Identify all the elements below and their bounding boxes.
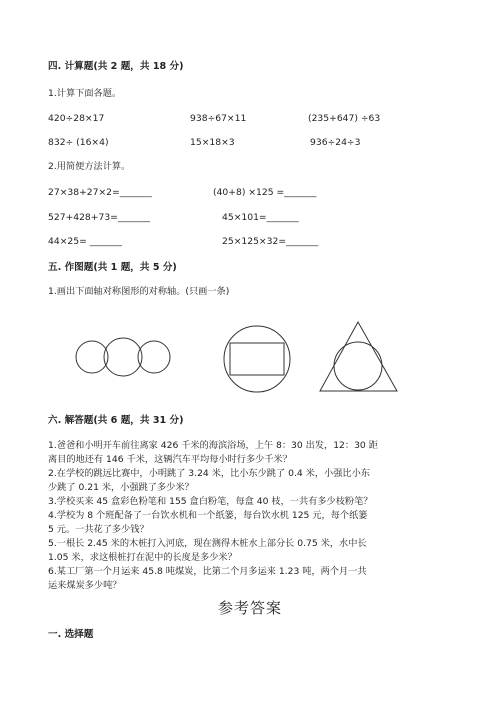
problem-line: 5.一根长 2.45 米的木桩打入河底，现在测得木桩水上部分长 0.75 米，水中长 bbox=[48, 538, 367, 549]
problem-line: 1.爸爸和小明开车前往离家 426 千米的海滨浴场，上午 8：30 出发，12：30 距 bbox=[48, 440, 378, 451]
simplify-item: 25×125×32=_______ bbox=[222, 236, 319, 247]
problem-line: 2.在学校的跳远比赛中，小明跳了 3.24 米，比小东少跳了 0.4 米，小强比小东 bbox=[48, 468, 370, 479]
simplify-item: 27×38+27×2=_______ bbox=[48, 187, 152, 198]
simplify-item: (40+8) ×125 =_______ bbox=[213, 187, 317, 198]
q1-prompt: 1.计算下面各题。 bbox=[48, 88, 122, 99]
section-5-heading: 五. 作图题(共 1 题，共 5 分) bbox=[48, 262, 177, 273]
simplify-item: 527+428+73=_______ bbox=[48, 212, 151, 223]
problem-line: 4.学校为 8 个班配备了一台饮水机和一个纸篓，每台饮水机 125 元，每个纸篓 bbox=[48, 510, 368, 521]
section-6-heading: 六. 解答题(共 6 题，共 31 分) bbox=[48, 415, 184, 426]
answers-title: 参考答案 bbox=[217, 599, 282, 617]
calc-item: 420÷28×17 bbox=[48, 113, 105, 124]
calc-item: (235+647) ÷63 bbox=[308, 113, 381, 124]
q2-prompt: 2.用简便方法计算。 bbox=[48, 161, 131, 172]
calc-item: 15×18×3 bbox=[190, 137, 235, 148]
problem-line: 1.05 米，求这根桩打在泥中的长度是多少米？ bbox=[48, 552, 237, 563]
triangle-circle-figure bbox=[320, 322, 397, 391]
problem-line: 5 元。一共花了多少钱？ bbox=[48, 524, 149, 535]
problem-line: 6.某工厂第一个月运来 45.8 吨煤炭，比第二个月多运来 1.23 吨，两个月一共 bbox=[48, 566, 367, 577]
simplify-item: 45×101=_______ bbox=[222, 212, 299, 223]
calc-item: 938÷67×11 bbox=[190, 113, 247, 124]
section-4-heading: 四. 计算题(共 2 题，共 18 分) bbox=[48, 61, 184, 72]
problem-line: 离目的地还有 146 千米，这辆汽车平均每小时行多少千米？ bbox=[48, 454, 292, 465]
answers-section-heading: 一. 选择题 bbox=[48, 629, 94, 640]
calc-item: 832÷ (16×4) bbox=[48, 137, 109, 148]
three-circles-figure bbox=[76, 338, 170, 376]
problem-line: 3.学校买来 45 盒彩色粉笔和 155 盒白粉笔，每盒 40 枝，一共有多少枝粉笔？ bbox=[48, 496, 373, 507]
simplify-item: 44×25= _______ bbox=[48, 236, 122, 247]
problem-line: 少跳了 0.21 米，小强跳了多少米？ bbox=[48, 482, 194, 493]
calc-item: 936÷24÷3 bbox=[310, 137, 361, 148]
problem-line: 运来煤炭多少吨？ bbox=[48, 580, 122, 591]
drawing-prompt: 1.画出下面轴对称图形的对称轴。(只画一条) bbox=[48, 286, 230, 297]
circle-rectangle-figure bbox=[224, 326, 290, 392]
